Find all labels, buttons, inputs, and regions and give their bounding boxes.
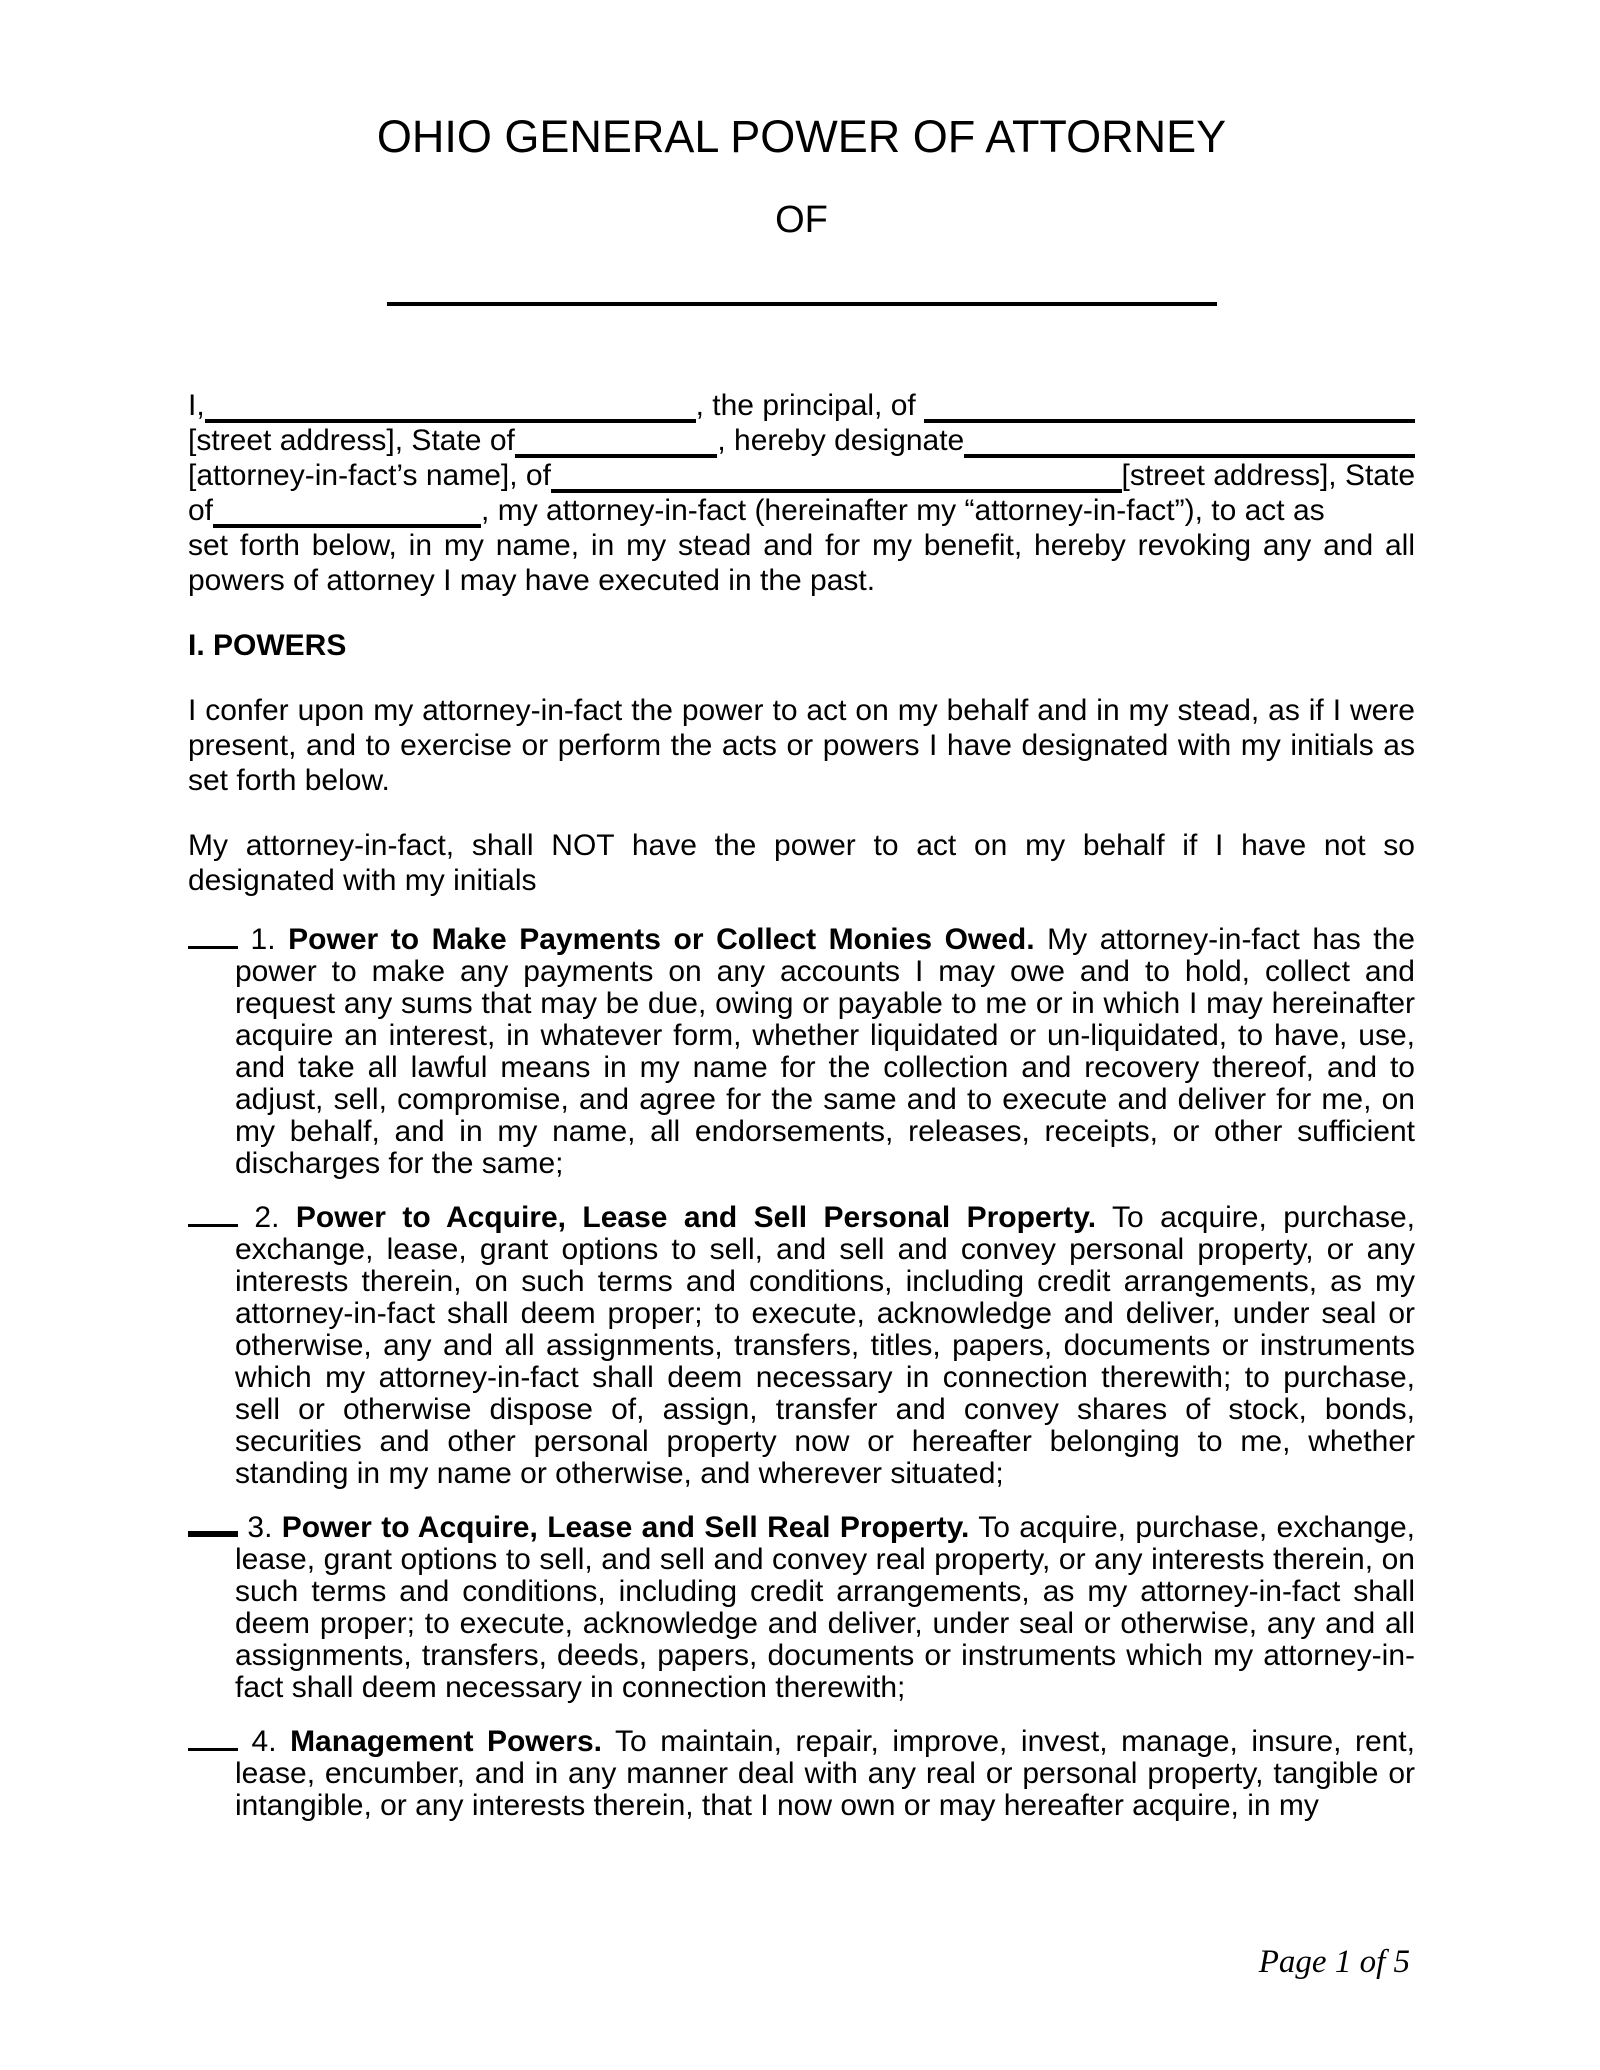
item-number: 3. (238, 1511, 282, 1544)
initials-blank-2 (188, 1220, 238, 1227)
intro-text: I, (188, 389, 205, 422)
intro-line-1 (188, 388, 1415, 423)
powers-intro-paragraph: I confer upon my attorney-in-fact the power to act on my behalf and in my stead, as if I were present, and to exercise or perform the acts or powers I have designated with my initials as set forth below. (188, 694, 1415, 797)
intro-line-3 (188, 458, 1415, 493)
intro-text: , my attorney-in-fact (hereinafter my “attorney-in-fact”), to act as (481, 494, 1325, 527)
principal-state-blank (515, 423, 718, 458)
attorney-name-blank (964, 423, 1415, 458)
intro-text: , hereby designate (717, 424, 965, 457)
document-title: OHIO GENERAL POWER OF ATTORNEY (376, 111, 1227, 162)
item-number: 2. (238, 1201, 296, 1234)
power-item-2 (188, 1202, 1415, 1490)
intro-text: , the principal, of (695, 389, 925, 422)
item-body: To maintain, repair, improve, invest, manage, insure, rent, lease, encumber, and in any manner deal with any real or personal property, tangible or intangible, or any interests therein, that I now own or may hereafter acquire, in my (235, 1725, 1415, 1822)
initials-blank-4 (188, 1744, 238, 1751)
item-title: Management Powers. (290, 1725, 603, 1758)
attorney-address-blank (551, 458, 1122, 493)
intro-line-4 (188, 493, 1415, 528)
attorney-state-blank (213, 493, 481, 528)
power-item-4 (188, 1726, 1415, 1822)
power-item-3 (188, 1512, 1415, 1704)
intro-line-2 (188, 423, 1415, 458)
item-body: To acquire, purchase, exchange, lease, grant options to sell, and sell and convey personal property, or any interests therein, on such terms and conditions, including credit arrangements, as my attorney-in-fact shall deem proper; to execute, acknowledge and deliver, under seal or otherwise, any and all assignments, transfers, titles, papers, documents or instruments which my attorney-in-fact shall deem necessary in connection therewith; to purchase, sell or otherwise dispose of, assign, transfer and convey shares of stock, bonds, securities and other personal property now or hereafter belonging to me, whether standing in my name or otherwise, and wherever situated; (235, 1201, 1415, 1490)
intro-text: [street address], State of (188, 424, 515, 457)
intro-text: [attorney-in-fact’s name], of (188, 459, 551, 492)
item-title: Power to Make Payments or Collect Monies Owed. (288, 923, 1035, 956)
document-subtitle: OF (775, 199, 828, 241)
item-title: Power to Acquire, Lease and Sell Personal Property. (295, 1201, 1097, 1234)
initials-blank-3 (188, 1527, 238, 1537)
intro-paragraph (188, 388, 1415, 598)
intro-text: of (188, 494, 214, 527)
name-rule-line (387, 302, 1217, 306)
initials-blank-1 (188, 942, 238, 949)
document-content (188, 0, 1415, 1822)
item-body: My attorney-in-fact has the power to make any payments on any accounts I may owe and to hold, collect and request any sums that may be due, owing or payable to me or in which I may hereinafter acquire an interest, in whatever form, whether liquidated or un-liquidated, to have, use, and take all lawful means in my name for the collection and recovery thereof, and to adjust, sell, compromise, and agree for the same and to execute and deliver for me, on my behalf, and in my name, all endorsements, releases, receipts, or other sufficient discharges for the same; (235, 923, 1415, 1180)
intro-line-6: powers of attorney I may have executed in the past. (188, 564, 876, 597)
page-number: Page 1 of 5 (1258, 1944, 1410, 1980)
item-body: To acquire, purchase, exchange, lease, grant options to sell, and sell and convey real property, or any interests therein, on such terms and conditions, including credit arrangements, as my attorney-in-fact shall deem proper; to execute, acknowledge and deliver, under seal or otherwise, any and all assignments, transfers, deeds, papers, documents or instruments which my attorney-in-fact shall deem necessary in connection therewith; (235, 1511, 1415, 1704)
principal-address-blank (924, 388, 1415, 423)
power-item-1 (188, 924, 1415, 1180)
intro-text: [street address], State (1121, 459, 1415, 492)
principal-name-blank (205, 388, 696, 423)
powers-heading: I. POWERS (188, 629, 347, 662)
item-title: Power to Acquire, Lease and Sell Real Property. (281, 1511, 970, 1544)
item-number: 1. (238, 923, 289, 956)
powers-condition-paragraph: My attorney-in-fact, shall NOT have the power to act on my behalf if I have not so designated with my initials (188, 829, 1415, 897)
intro-line-5: set forth below, in my name, in my stead and for my benefit, hereby revoking any and all (188, 529, 1415, 562)
item-number: 4. (238, 1725, 291, 1758)
